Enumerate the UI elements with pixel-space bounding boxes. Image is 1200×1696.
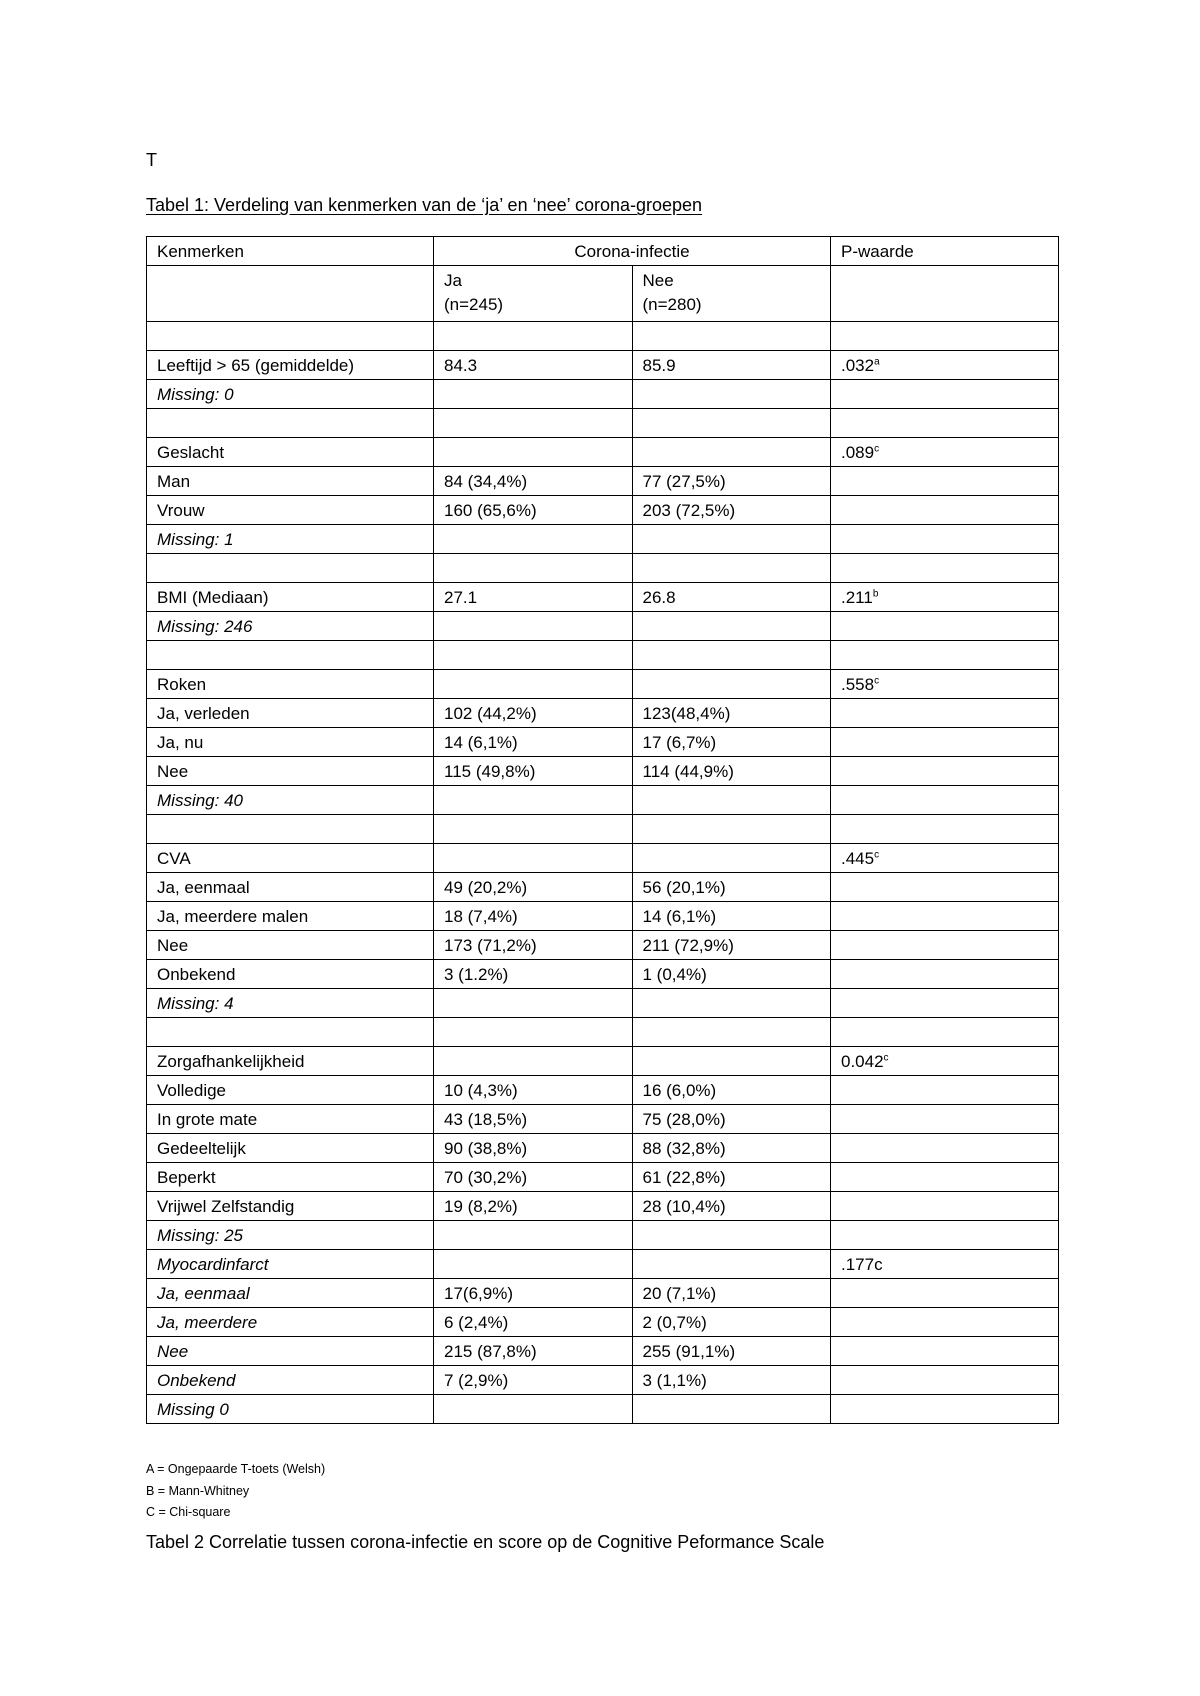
cell-ja: 173 (71,2%)	[434, 931, 633, 960]
table-row	[147, 1047, 1059, 1076]
table-subheader-row	[147, 266, 1059, 322]
cell-ja	[434, 1395, 633, 1424]
p-value: .177c	[841, 1254, 883, 1274]
table-row	[147, 670, 1059, 699]
table-row	[147, 351, 1059, 380]
header-corona-infectie: Corona-infectie	[434, 237, 831, 266]
row-label: Geslacht	[147, 438, 434, 467]
cell-ja	[434, 525, 633, 554]
table2-title: Tabel 2 Correlatie tussen corona-infectie en score op de Cognitive Peformance Scale	[146, 1532, 825, 1552]
cell-nee	[632, 525, 831, 554]
row-label: Missing: 25	[147, 1221, 434, 1250]
cell-nee	[632, 612, 831, 641]
cell-ja	[434, 612, 633, 641]
p-value: 0.042	[841, 1051, 884, 1071]
cell-p-waarde	[831, 612, 1059, 641]
table-row	[147, 1192, 1059, 1221]
cell-p-waarde	[831, 1076, 1059, 1105]
table-row	[147, 989, 1059, 1018]
table-row	[147, 438, 1059, 467]
cell-ja	[434, 409, 633, 438]
cell-ja: 18 (7,4%)	[434, 902, 633, 931]
p-value: .211	[841, 587, 873, 607]
row-label: Ja, nu	[147, 728, 434, 757]
table-row	[147, 496, 1059, 525]
cell-ja: 43 (18,5%)	[434, 1105, 633, 1134]
row-label: Missing: 1	[147, 525, 434, 554]
cell-nee	[632, 1221, 831, 1250]
cell-ja: 14 (6,1%)	[434, 728, 633, 757]
cell-ja	[434, 1047, 633, 1076]
row-label: Myocardinfarct	[147, 1250, 434, 1279]
row-label: Vrouw	[147, 496, 434, 525]
cell-nee: 123(48,4%)	[632, 699, 831, 728]
table-row	[147, 1105, 1059, 1134]
table-row	[147, 1018, 1059, 1047]
cell-p-waarde	[831, 757, 1059, 786]
cell-p-waarde	[831, 1163, 1059, 1192]
cell-nee	[632, 670, 831, 699]
table-row	[147, 322, 1059, 351]
table-row	[147, 1163, 1059, 1192]
cell-nee	[632, 786, 831, 815]
cell-p-waarde	[831, 1047, 1059, 1076]
cell-ja	[434, 438, 633, 467]
table-row	[147, 1395, 1059, 1424]
cell-ja	[434, 1250, 633, 1279]
row-label: CVA	[147, 844, 434, 873]
row-label: Ja, verleden	[147, 699, 434, 728]
row-label	[147, 409, 434, 438]
table-row	[147, 757, 1059, 786]
cell-nee	[632, 554, 831, 583]
p-value: .558	[841, 674, 875, 694]
cell-nee	[632, 1395, 831, 1424]
cell-nee: 211 (72,9%)	[632, 931, 831, 960]
row-label: Leeftijd > 65 (gemiddelde)	[147, 351, 434, 380]
row-label: Missing: 4	[147, 989, 434, 1018]
row-label: Nee	[147, 931, 434, 960]
table-row	[147, 525, 1059, 554]
cell-ja: 27.1	[434, 583, 633, 612]
lead-letter: T	[146, 150, 157, 170]
cell-ja: 19 (8,2%)	[434, 1192, 633, 1221]
row-label	[147, 554, 434, 583]
row-label: Nee	[147, 757, 434, 786]
subheader-p-empty	[831, 266, 1059, 322]
table1	[146, 236, 1059, 1424]
subheader-nee-label: Nee	[642, 271, 674, 290]
table-row	[147, 1366, 1059, 1395]
cell-ja: 102 (44,2%)	[434, 699, 633, 728]
cell-p-waarde	[831, 1192, 1059, 1221]
cell-p-waarde	[831, 641, 1059, 670]
row-label: Roken	[147, 670, 434, 699]
row-label: Ja, eenmaal	[147, 873, 434, 902]
table-row	[147, 902, 1059, 931]
row-label: Ja, meerdere malen	[147, 902, 434, 931]
cell-p-waarde	[831, 438, 1059, 467]
cell-ja: 115 (49,8%)	[434, 757, 633, 786]
cell-nee: 203 (72,5%)	[632, 496, 831, 525]
footnote-a: A = Ongepaarde T-toets (Welsh)	[146, 1462, 326, 1476]
table-row	[147, 1308, 1059, 1337]
cell-p-waarde	[831, 989, 1059, 1018]
p-value: .445	[841, 848, 875, 868]
cell-nee	[632, 409, 831, 438]
row-label: In grote mate	[147, 1105, 434, 1134]
cell-nee: 61 (22,8%)	[632, 1163, 831, 1192]
row-label	[147, 815, 434, 844]
table-row	[147, 467, 1059, 496]
cell-ja	[434, 1018, 633, 1047]
cell-p-waarde	[831, 1308, 1059, 1337]
row-label: Missing: 0	[147, 380, 434, 409]
table-row	[147, 728, 1059, 757]
row-label: Missing 0	[147, 1395, 434, 1424]
table-row	[147, 1221, 1059, 1250]
cell-ja: 84 (34,4%)	[434, 467, 633, 496]
cell-nee: 17 (6,7%)	[632, 728, 831, 757]
cell-p-waarde	[831, 1250, 1059, 1279]
cell-nee: 77 (27,5%)	[632, 467, 831, 496]
cell-nee	[632, 1250, 831, 1279]
cell-nee: 2 (0,7%)	[632, 1308, 831, 1337]
cell-ja: 7 (2,9%)	[434, 1366, 633, 1395]
cell-nee: 88 (32,8%)	[632, 1134, 831, 1163]
row-label	[147, 322, 434, 351]
cell-ja: 160 (65,6%)	[434, 496, 633, 525]
cell-p-waarde	[831, 1018, 1059, 1047]
cell-p-waarde	[831, 844, 1059, 873]
table-row	[147, 641, 1059, 670]
row-label	[147, 641, 434, 670]
cell-ja	[434, 1221, 633, 1250]
table-row	[147, 554, 1059, 583]
row-label: Onbekend	[147, 960, 434, 989]
cell-ja	[434, 322, 633, 351]
table-row	[147, 873, 1059, 902]
subheader-ja-label: Ja	[444, 271, 462, 290]
cell-p-waarde	[831, 380, 1059, 409]
cell-nee: 56 (20,1%)	[632, 873, 831, 902]
cell-nee: 16 (6,0%)	[632, 1076, 831, 1105]
subheader-ja-n: (n=245)	[444, 295, 504, 314]
table-row	[147, 844, 1059, 873]
cell-p-waarde	[831, 960, 1059, 989]
subheader-empty	[147, 266, 434, 322]
table-row	[147, 380, 1059, 409]
cell-ja	[434, 380, 633, 409]
cell-ja: 6 (2,4%)	[434, 1308, 633, 1337]
cell-nee	[632, 1047, 831, 1076]
table-header-row	[147, 237, 1059, 266]
table-row	[147, 699, 1059, 728]
row-label: Onbekend	[147, 1366, 434, 1395]
table-row	[147, 1337, 1059, 1366]
row-label: Gedeeltelijk	[147, 1134, 434, 1163]
cell-p-waarde	[831, 728, 1059, 757]
row-label	[147, 1018, 434, 1047]
footnote-b: B = Mann-Whitney	[146, 1484, 250, 1498]
cell-nee: 14 (6,1%)	[632, 902, 831, 931]
cell-p-waarde	[831, 554, 1059, 583]
row-label: Zorgafhankelijkheid	[147, 1047, 434, 1076]
subheader-nee	[632, 266, 831, 322]
cell-nee: 20 (7,1%)	[632, 1279, 831, 1308]
cell-p-waarde	[831, 467, 1059, 496]
cell-nee	[632, 815, 831, 844]
row-label: BMI (Mediaan)	[147, 583, 434, 612]
p-value-superscript: b	[872, 587, 879, 599]
cell-nee: 75 (28,0%)	[632, 1105, 831, 1134]
table-row	[147, 1279, 1059, 1308]
cell-p-waarde	[831, 1366, 1059, 1395]
footnote-c: C = Chi-square	[146, 1505, 231, 1519]
cell-p-waarde	[831, 351, 1059, 380]
cell-p-waarde	[831, 815, 1059, 844]
cell-ja: 70 (30,2%)	[434, 1163, 633, 1192]
p-value-superscript: c	[874, 674, 880, 686]
cell-ja	[434, 815, 633, 844]
cell-p-waarde	[831, 1395, 1059, 1424]
cell-p-waarde	[831, 873, 1059, 902]
table-row	[147, 931, 1059, 960]
cell-ja: 90 (38,8%)	[434, 1134, 633, 1163]
cell-p-waarde	[831, 525, 1059, 554]
p-value-superscript: c	[883, 1051, 889, 1063]
cell-nee	[632, 1018, 831, 1047]
cell-ja: 3 (1.2%)	[434, 960, 633, 989]
cell-p-waarde	[831, 1221, 1059, 1250]
table-row	[147, 583, 1059, 612]
cell-ja	[434, 844, 633, 873]
cell-p-waarde	[831, 902, 1059, 931]
table1-title: Tabel 1: Verdeling van kenmerken van de ‘ja’ en ‘nee’ corona-groepen	[146, 195, 703, 215]
cell-p-waarde	[831, 1134, 1059, 1163]
cell-p-waarde	[831, 1279, 1059, 1308]
p-value: .032	[841, 355, 875, 375]
cell-nee: 255 (91,1%)	[632, 1337, 831, 1366]
row-label: Beperkt	[147, 1163, 434, 1192]
p-value-superscript: c	[874, 848, 880, 860]
row-label: Nee	[147, 1337, 434, 1366]
header-p-waarde: P-waarde	[831, 237, 1059, 266]
cell-ja: 10 (4,3%)	[434, 1076, 633, 1105]
p-value-superscript: c	[874, 442, 880, 454]
row-label: Volledige	[147, 1076, 434, 1105]
cell-nee	[632, 380, 831, 409]
cell-ja: 17(6,9%)	[434, 1279, 633, 1308]
row-label: Vrijwel Zelfstandig	[147, 1192, 434, 1221]
cell-ja	[434, 786, 633, 815]
row-label: Missing: 246	[147, 612, 434, 641]
row-label: Missing: 40	[147, 786, 434, 815]
cell-nee	[632, 989, 831, 1018]
table-row	[147, 409, 1059, 438]
subheader-nee-n: (n=280)	[642, 295, 702, 314]
table-row	[147, 1134, 1059, 1163]
table-row	[147, 1250, 1059, 1279]
cell-p-waarde	[831, 931, 1059, 960]
cell-p-waarde	[831, 583, 1059, 612]
subheader-ja	[434, 266, 633, 322]
cell-nee: 26.8	[632, 583, 831, 612]
cell-nee	[632, 844, 831, 873]
table-row	[147, 786, 1059, 815]
cell-nee: 114 (44,9%)	[632, 757, 831, 786]
cell-nee: 28 (10,4%)	[632, 1192, 831, 1221]
cell-p-waarde	[831, 322, 1059, 351]
header-kenmerken: Kenmerken	[147, 237, 434, 266]
cell-p-waarde	[831, 1337, 1059, 1366]
cell-p-waarde	[831, 1105, 1059, 1134]
cell-nee	[632, 641, 831, 670]
cell-p-waarde	[831, 699, 1059, 728]
cell-nee	[632, 438, 831, 467]
cell-ja: 49 (20,2%)	[434, 873, 633, 902]
cell-ja	[434, 554, 633, 583]
table-row	[147, 960, 1059, 989]
row-label: Ja, meerdere	[147, 1308, 434, 1337]
cell-nee: 85.9	[632, 351, 831, 380]
p-value: .089	[841, 442, 875, 462]
p-value-superscript: a	[874, 355, 880, 367]
cell-nee	[632, 322, 831, 351]
cell-ja	[434, 670, 633, 699]
table-row	[147, 612, 1059, 641]
row-label: Man	[147, 467, 434, 496]
cell-ja	[434, 989, 633, 1018]
cell-p-waarde	[831, 670, 1059, 699]
cell-ja: 215 (87,8%)	[434, 1337, 633, 1366]
cell-p-waarde	[831, 409, 1059, 438]
cell-p-waarde	[831, 786, 1059, 815]
table-row	[147, 815, 1059, 844]
cell-nee: 3 (1,1%)	[632, 1366, 831, 1395]
cell-p-waarde	[831, 496, 1059, 525]
cell-ja: 84.3	[434, 351, 633, 380]
cell-nee: 1 (0,4%)	[632, 960, 831, 989]
table-row	[147, 1076, 1059, 1105]
cell-ja	[434, 641, 633, 670]
row-label: Ja, eenmaal	[147, 1279, 434, 1308]
